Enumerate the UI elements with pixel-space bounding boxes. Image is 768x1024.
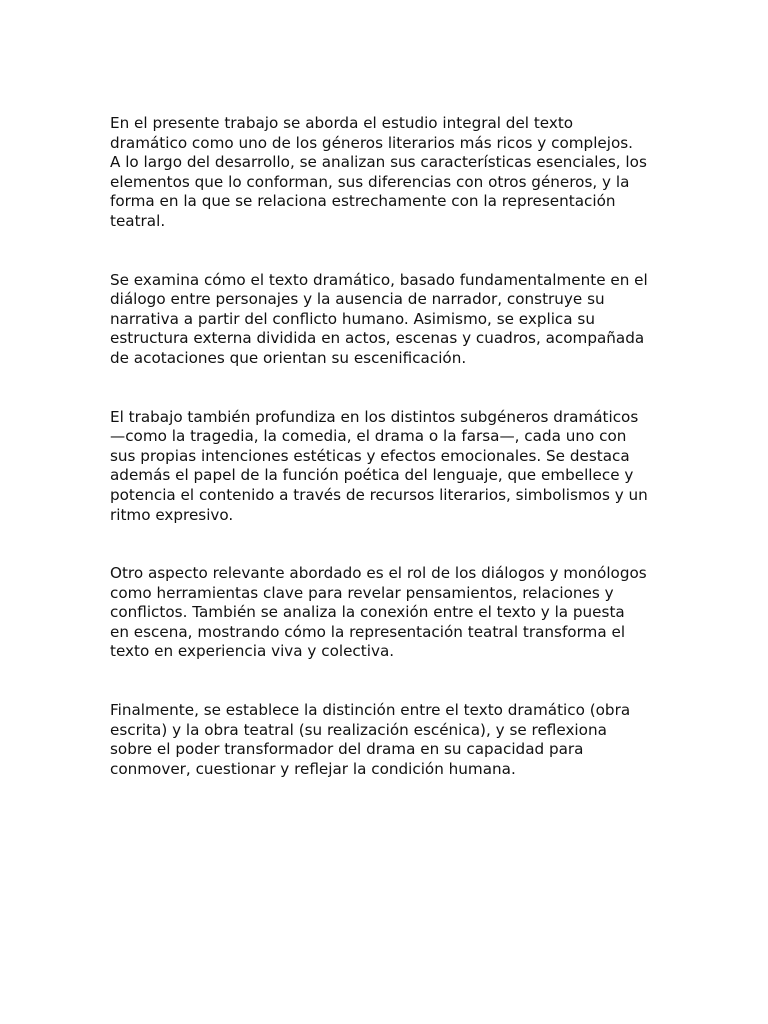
paragraph-dramatic-structure: Se examina cómo el texto dramático, basado fundamentalmente en el diálogo entre personajes y la ausencia de narrador, construye su narrativa a partir del conflicto humano. Asimismo, se explica su estructura externa dividida en actos, escenas y cuadros, acompañada de acotaciones que orientan su escenificación. [110, 270, 648, 367]
paragraph-introduction: En el presente trabajo se aborda el estudio integral del texto dramático como uno de los géneros literarios más ricos y complejos. A lo largo del desarrollo, se analizan sus características esenciales, los elementos que lo conforman, sus diferencias con otros géneros, y la forma en la que se relaciona estrechamente con la representación teatral. [110, 114, 647, 230]
paragraph-conclusion: Finalmente, se establece la distinción entre el texto dramático (obra escrita) y la obra teatral (su realización escénica), y se reflexiona sobre el poder transformador del drama en su capacidad para conmover, cuestionar y reflejar la condición humana. [110, 701, 631, 778]
document-body [110, 114, 662, 779]
paragraph-dialogues: Otro aspecto relevante abordado es el rol de los diálogos y monólogos como herramientas clave para revelar pensamientos, relaciones y conflictos. También se analiza la conexión entre el texto y la puesta en escena, mostrando cómo la representación teatral transforma el texto en experiencia viva y colectiva. [110, 564, 647, 661]
paragraph-subgenres: El trabajo también profundiza en los distintos subgéneros dramáticos —como la tragedia, la comedia, el drama o la farsa—, cada uno con sus propias intenciones estéticas y efectos emocionales. Se destaca además el papel de la función poética del lenguaje, que embellece y potencia el contenido a través de recursos literarios, simbolismos y un ritmo expresivo. [110, 407, 648, 524]
